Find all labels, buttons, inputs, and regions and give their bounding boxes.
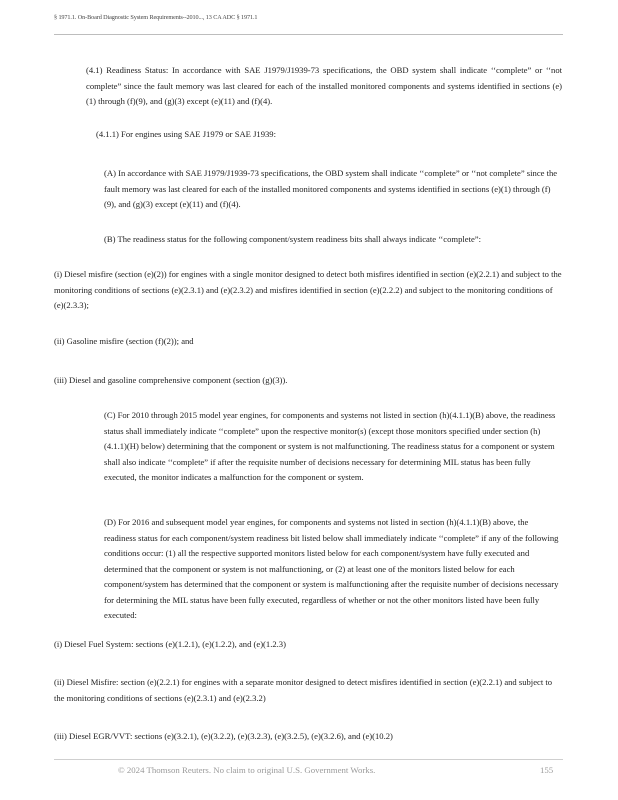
paragraph-B-ii: (ii) Gasoline misfire (section (f)(2)); and — [54, 336, 194, 346]
paragraph-A: (A) In accordance with SAE J1979/J1939-73 specifications, the OBD system shall indicate ‘‘complete” or ‘‘not complete” since the fault memory was last cleared for each of the installed monitored components and systems identified in sections (e)(1) through (f)(9), and (g)(3) except (e)(11) and (f)(4). — [104, 168, 558, 209]
header-divider — [54, 34, 563, 35]
footer-divider — [54, 759, 563, 760]
paragraph-D: (D) For 2016 and subsequent model year engines, for components and systems not listed in section (h)(4.1.1)(B) above, the readiness status for each component/system readiness bit listed below shall immediately indicate ‘‘complete” if any of the following conditions occur: (1) all the respective supported monitors listed below for each component/system have fully executed and determined that the component or system is not malfunctioning, or (2) at least one of the monitors listed below for each component/system has determined that the component or system is malfunctioning after the requisite number of decisions necessary for determining the MIL status have been fully executed, regardless of whether or not the other monitors listed have been fully executed: — [104, 517, 559, 620]
paragraph-B: (B) The readiness status for the following component/system readiness bits shall always indicate ‘‘complete”: — [104, 234, 481, 244]
copyright-notice: © 2024 Thomson Reuters. No claim to original U.S. Government Works. — [118, 765, 376, 775]
paragraph-readiness-status: (4.1) Readiness Status: In accordance with SAE J1979/J1939-73 specifications, the OBD system shall indicate ‘‘complete” or ‘‘not complete” since the fault memory was last cleared for each of the installed monitored components and systems identified in sections (e)(1) through (f)(9), and (g)(3) except (e)(11) and (f)(4). — [86, 65, 562, 106]
paragraph-4-1-1: (4.1.1) For engines using SAE J1979 or SAE J1939: — [96, 129, 276, 139]
paragraph-B-iii: (iii) Diesel and gasoline comprehensive component (section (g)(3)). — [54, 375, 288, 385]
running-head: § 1971.1. On-Board Diagnostic System Requirements--2010..., 13 CA ADC § 1971.1 — [54, 14, 258, 21]
paragraph-B-i: (i) Diesel misfire (section (e)(2)) for engines with a single monitor designed to detect both misfires identified in section (e)(2.2.1) and subject to the monitoring conditions of sections (e)(2.3.1) and (e)(2.3.2) and misfires identified in section (e)(2.2.2) and subject to the monitoring conditions of (e)(2.3.3); — [54, 269, 562, 310]
paragraph-D-ii: (ii) Diesel Misfire: section (e)(2.2.1) for engines with a separate monitor designed to detect misfires identified in section (e)(2.2.1) and subject to the monitoring conditions of sections (e)(2.3.1) and (e)(2.3.2) — [54, 677, 553, 703]
paragraph-D-iii: (iii) Diesel EGR/VVT: sections (e)(3.2.1), (e)(3.2.2), (e)(3.2.3), (e)(3.2.5), (e)(3.2.6), and (e)(10.2) — [54, 731, 393, 741]
paragraph-C: (C) For 2010 through 2015 model year engines, for components and systems not listed in section (h)(4.1.1)(B) above, the readiness status shall immediately indicate ‘‘complete” upon the respective monitor(s) (except those monitors specified under section (h)(4.1.1)(H) below) determining that the component or system is not malfunctioning. The readiness status for a component or system shall also indicate ‘‘complete” if after the requisite number of decisions necessary for determining MIL status has been fully executed, the monitor indicates a malfunction for the component or system. — [104, 410, 556, 482]
paragraph-D-i: (i) Diesel Fuel System: sections (e)(1.2.1), (e)(1.2.2), and (e)(1.2.3) — [54, 639, 286, 649]
page-number: 155 — [540, 765, 554, 775]
